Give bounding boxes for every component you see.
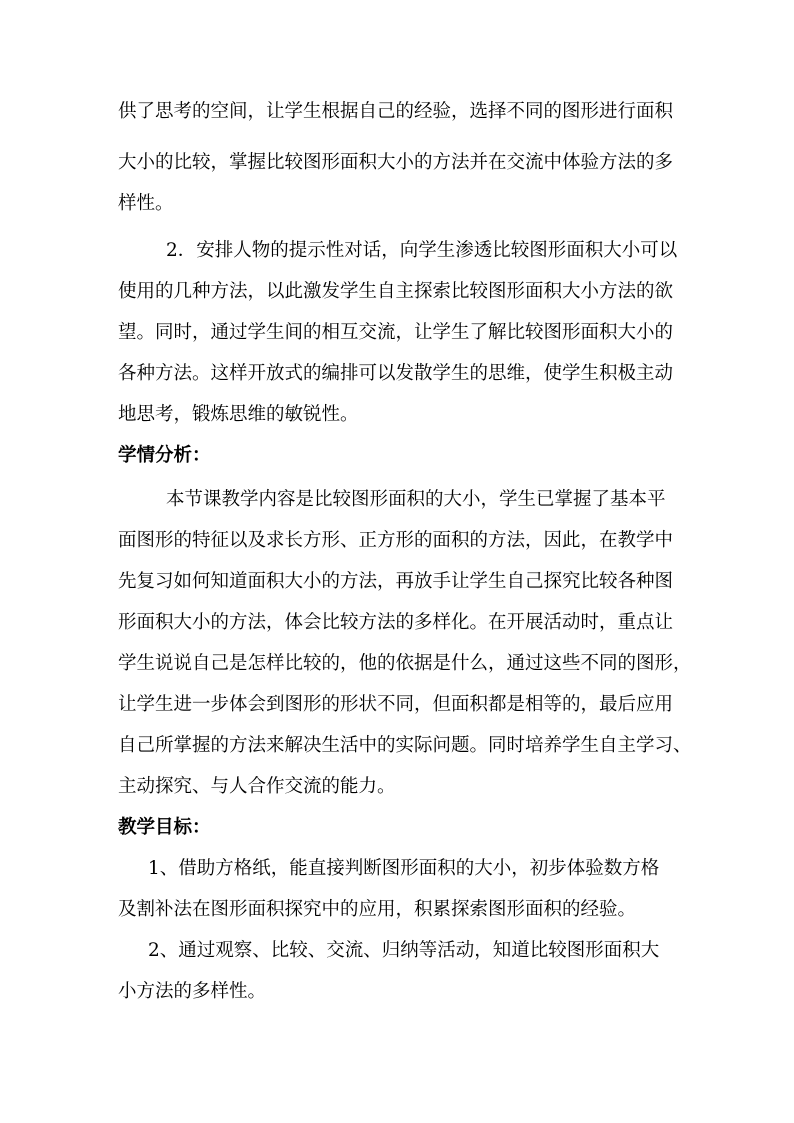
paragraph-line: 地思考，锻炼思维的敏锐性。 bbox=[118, 404, 359, 425]
paragraph-line: 小方法的多样性。 bbox=[118, 981, 267, 1002]
paragraph-line: 先复习如何知道面积大小的方法，再放手让学生自己探究比较各种图 bbox=[118, 571, 674, 592]
paragraph-line: 2．安排人物的提示性对话，向学生渗透比较图形面积大小可以 bbox=[166, 240, 678, 261]
paragraph-line: 面图形的特征以及求长方形、正方形的面积的方法，因此，在教学中 bbox=[118, 530, 674, 551]
paragraph-line: 1、借助方格纸，能直接判断图形面积的大小，初步体验数方格 bbox=[148, 858, 660, 879]
paragraph-line: 大小的比较，掌握比较图形面积大小的方法并在交流中体验方法的多 bbox=[118, 152, 674, 173]
paragraph-line: 自己所掌握的方法来解决生活中的实际问题。同时培养学生自主学习、 bbox=[118, 735, 692, 756]
section-heading-teaching-goals: 教学目标： bbox=[118, 817, 211, 838]
paragraph-line: 2、通过观察、比较、交流、归纳等活动，知道比较图形面积大 bbox=[148, 940, 660, 961]
paragraph-line: 望。同时，通过学生间的相互交流，让学生了解比较图形面积大小的 bbox=[118, 322, 674, 343]
paragraph-line: 形面积大小的方法，体会比较方法的多样化。在开展活动时，重点让 bbox=[118, 612, 674, 633]
paragraph-line: 供了思考的空间，让学生根据自己的经验，选择不同的图形进行面积 bbox=[118, 101, 674, 122]
section-heading-learning-analysis: 学情分析： bbox=[118, 445, 211, 466]
paragraph-line: 使用的几种方法，以此激发学生自主探索比较图形面积大小方法的欲 bbox=[118, 281, 674, 302]
paragraph-line: 各种方法。这样开放式的编排可以发散学生的思维，使学生积极主动 bbox=[118, 363, 674, 384]
paragraph-line: 主动探究、与人合作交流的能力。 bbox=[118, 776, 396, 797]
paragraph-line: 及割补法在图形面积探究中的应用，积累探索图形面积的经验。 bbox=[118, 899, 637, 920]
paragraph-line: 样性。 bbox=[118, 193, 174, 214]
paragraph-line: 本节课教学内容是比较图形面积的大小，学生已掌握了基本平 bbox=[166, 489, 666, 510]
paragraph-line: 让学生进一步体会到图形的形状不同，但面积都是相等的，最后应用 bbox=[118, 694, 674, 715]
paragraph-line: 学生说说自己是怎样比较的，他的依据是什么，通过这些不同的图形， bbox=[118, 653, 692, 674]
